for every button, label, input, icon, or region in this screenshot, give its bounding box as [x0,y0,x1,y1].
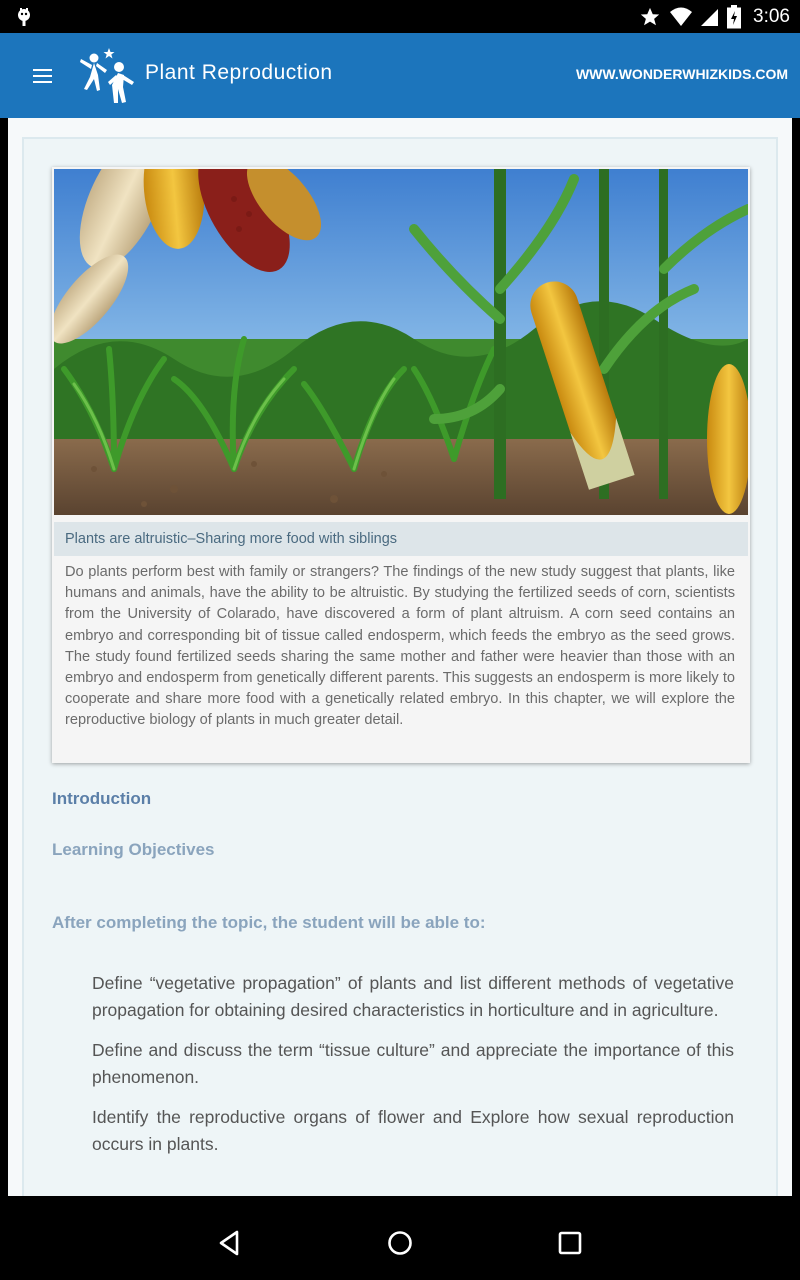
learning-objectives-heading: Learning Objectives [52,840,215,859]
status-time: 3:06 [753,6,790,27]
signal-icon [701,6,719,28]
objective-item: Identify the reproductive organs of flower and Explore how sexual reproduction occurs in plants. [92,1107,734,1154]
app-title: Plant Reproduction [145,61,333,84]
figure-card [52,167,750,763]
introduction-heading[interactable]: Introduction [52,789,152,808]
figure-caption: Plants are altruistic–Sharing more food with siblings [54,522,748,556]
menu-button[interactable] [24,59,62,93]
navigation-bar [0,1204,800,1280]
battery-icon [727,5,741,29]
home-button[interactable] [383,1226,417,1260]
recents-button[interactable] [553,1226,587,1260]
objective-item: Define and discuss the term “tissue culture” and appreciate the importance of this phenomenon. [92,1040,734,1087]
site-link[interactable]: WWW.WONDERWHIZKIDS.COM [575,66,788,82]
figure-description: Do plants perform best with family or strangers? The findings of the new study suggest that plants, like humans and animals, have the ability to be altruistic. By studying the fertilized seeds of corn, scientists from the University of Colarado, have discovered a form of plant altruism. A corn seed contains an embryo and corresponding bit of tissue called endosperm, which feeds the embryo as the seed grows. The study found fertilized seeds sharing the same mother and father were heavier than those with an embryo and endosperm from genetically different parents. This suggests an endosperm is more likely to cooperate and share more food with a genetically related embryo. In this chapter, we will explore the reproductive biology of plants in much greater detail. [65,564,735,729]
corn-field-image [54,169,748,515]
wonderwhizkids-logo [78,45,140,105]
objectives-intro: After completing the topic, the student will be able to: [52,913,486,932]
chapter-panel [22,137,778,1196]
notification-icon [14,6,34,28]
content-area[interactable] [8,118,792,1196]
status-bar [0,0,800,33]
objective-item: Define “vegetative propagation” of plants and list different methods of vegetative propagation for obtaining desired characteristics in horticulture and in agriculture. [92,973,734,1020]
star-icon [639,6,661,28]
app-bar [0,33,800,118]
objectives-list [92,970,734,1171]
back-button[interactable] [213,1226,247,1260]
wifi-icon [669,6,693,28]
